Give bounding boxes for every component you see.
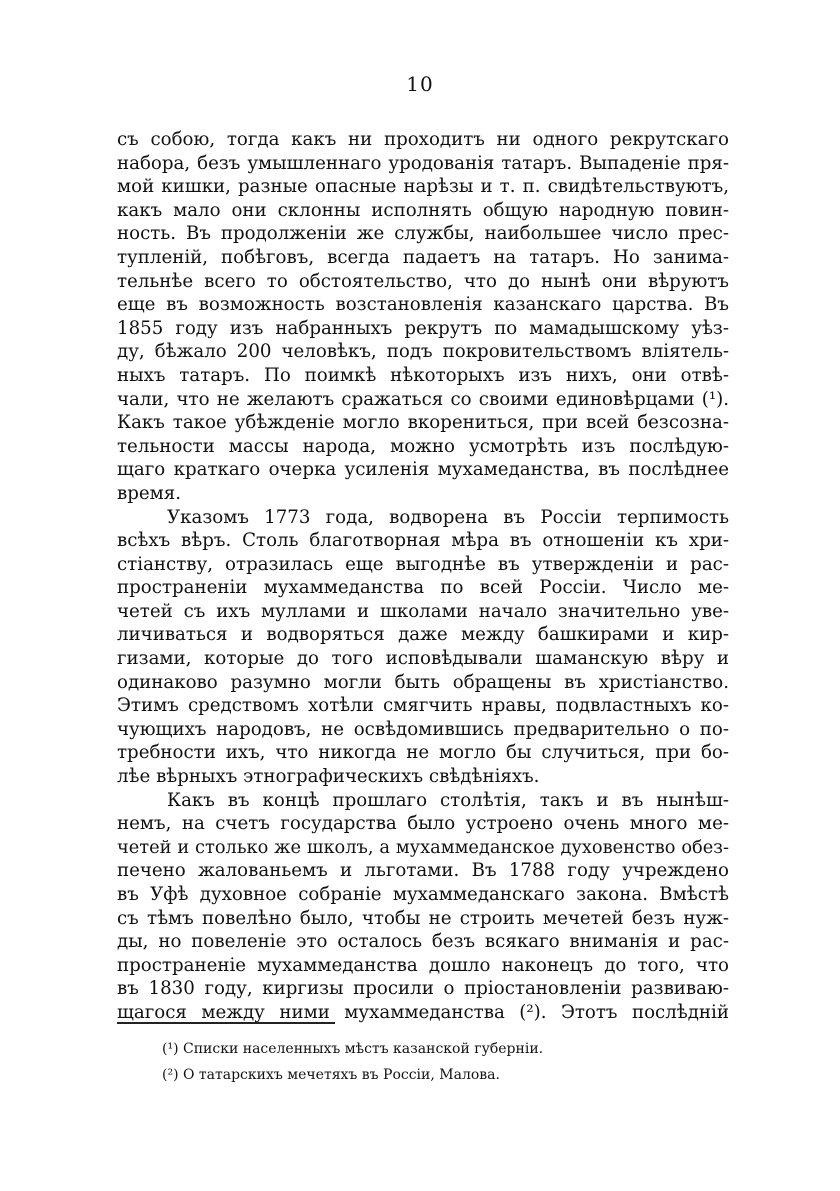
text-line: всѣхъ вѣръ. Столь благотворная мѣра въ отношеніи къ хри-: [117, 530, 729, 552]
text-line: чующихъ народовъ, не освѣдомившись предварительно о по-: [117, 718, 729, 740]
text-line: лѣе вѣрныхъ этнографическихъ свѣдѣніяхъ.: [117, 766, 540, 788]
text-line: съ собою, тогда какъ ни проходитъ ни одного рекрутскаго: [117, 129, 729, 150]
text-line: немъ, на счетъ государства было устроено очень много ме-: [117, 813, 729, 835]
text-line: четей съ ихъ муллами и школами начало значительно уве-: [117, 600, 729, 622]
text-line: личиваться и водворяться даже между башкирами и кир-: [117, 624, 729, 646]
text-line: щагося между ними мухаммеданства (²). Этотъ послѣдній: [117, 1001, 729, 1023]
text-line: 1855 году изъ набранныхъ рекрутъ по мамадышскому уѣз-: [117, 317, 729, 339]
footnote-divider: [117, 1022, 335, 1024]
footnote-2: (²) О татарскихъ мечетяхъ въ Россіи, Малова.: [162, 1067, 500, 1083]
text-line: Какъ въ концѣ прошлаго столѣтія, такъ и въ нынѣш-: [167, 789, 729, 811]
text-line: еще въ возможность возстановленія казанскаго царства. Въ: [117, 294, 729, 316]
text-line: щаго краткаго очерка усиленія мухамеданства, въ послѣднее: [117, 459, 729, 481]
text-line: Какъ такое убѣжденіе могло вкорениться, при всей безсозна-: [117, 412, 729, 434]
text-line: пространеніи мухаммеданства по всей Россіи. Число ме-: [117, 577, 729, 599]
text-line: гизами, которые до того исповѣдывали шаманскую вѣру и: [117, 648, 729, 670]
footnote-1: (¹) Списки населенныхъ мѣстъ казанской губерніи.: [162, 1041, 544, 1057]
text-line: ныхъ татаръ. По поимкѣ нѣкоторыхъ изъ нихъ, они отвѣ-: [117, 364, 729, 386]
body-text: [117, 128, 729, 1025]
text-line: съ тѣмъ повелѣно было, чтобы не строить мечетей безъ нуж-: [117, 907, 729, 929]
text-line: Указомъ 1773 года, водворена въ Россіи терпимость: [167, 506, 729, 528]
text-line: ды, но повеленіе это осталось безъ всякаго вниманія и рас-: [117, 931, 729, 953]
text-line: время.: [117, 482, 182, 504]
text-line: Этимъ средствомъ хотѣли смягчить нравы, подвластныхъ ко-: [117, 695, 729, 717]
text-line: требности ихъ, что никогда не могло бы случиться, при бо-: [117, 742, 729, 764]
text-line: тупленій, побѣговъ, всегда падаетъ на татаръ. Но занима-: [117, 246, 729, 268]
text-line: какъ мало они склонны исполнять общую народную повин-: [117, 199, 729, 221]
page-number: 10: [406, 72, 434, 96]
text-line: въ Уфѣ духовное собраніе мухаммеданскаго закона. Вмѣстѣ: [117, 884, 729, 905]
text-line: мой кишки, разные опасные нарѣзы и т. п. свидѣтельствуютъ,: [117, 176, 729, 198]
text-line: тельнѣе всего то обстоятельство, что до нынѣ они вѣруютъ: [117, 270, 729, 292]
text-line: печено жалованьемъ и льготами. Въ 1788 году учреждено: [117, 860, 729, 882]
text-line: чали, что не желаютъ сражаться со своими единовѣрцами (¹).: [117, 388, 729, 410]
text-line: въ 1830 году, киргизы просили о пріостановленіи развиваю-: [117, 978, 729, 1000]
footnotes: [162, 1036, 722, 1088]
text-line: четей и столько же школъ, а мухаммеданское духовенство обез-: [117, 836, 729, 858]
text-line: стіанству, отразилась еще выгоднѣе въ утвержденіи и рас-: [117, 553, 729, 575]
text-line: тельности массы народа, можно усмотрѣть изъ послѣдую-: [117, 435, 729, 457]
text-line: одинаково разумно могли быть обращены въ христіанство.: [117, 671, 729, 693]
text-line: пространеніе мухаммеданства дошло наконецъ до того, что: [117, 954, 729, 976]
text-line: ду, бѣжало 200 человѣкъ, подъ покровительствомъ вліятель-: [117, 341, 729, 363]
text-line: набора, безъ умышленнаго уродованія татаръ. Выпаденіе пря-: [117, 152, 729, 174]
text-line: ность. Въ продолженіи же службы, наибольшее число прес-: [117, 223, 729, 245]
